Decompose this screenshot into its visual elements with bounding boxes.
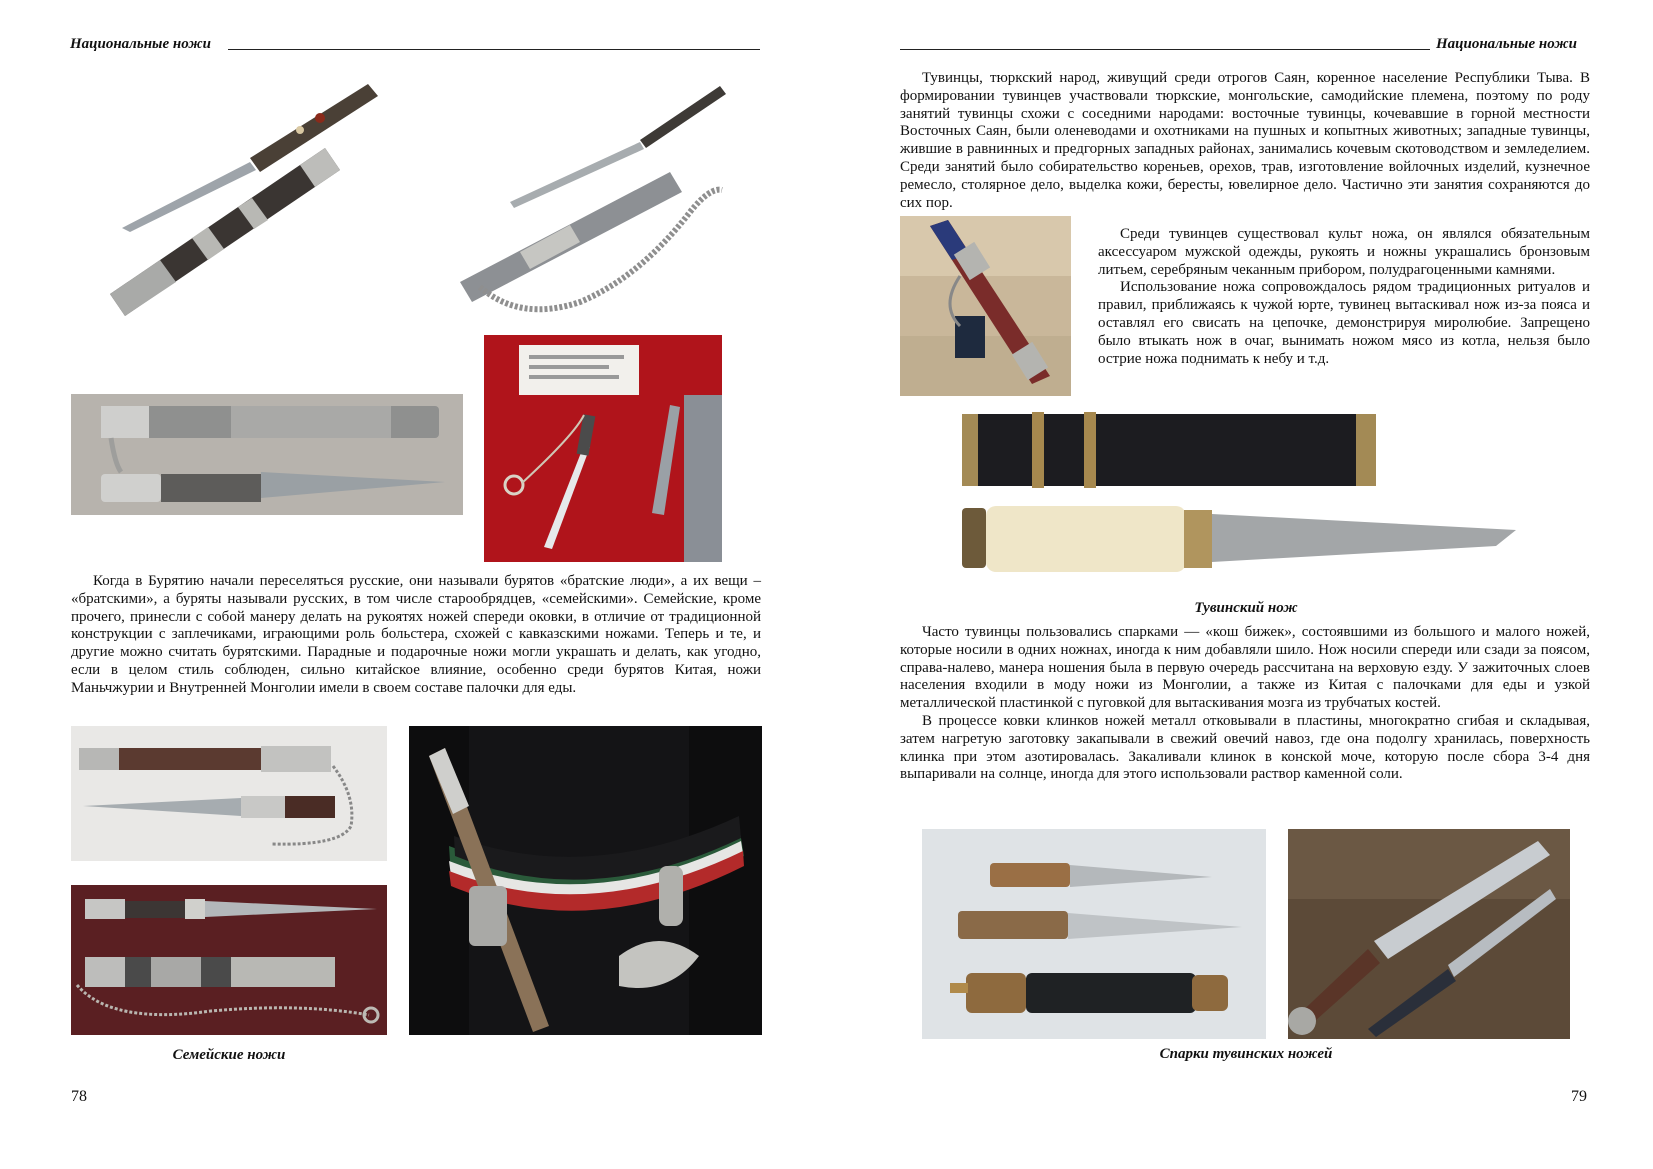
right-page-number: 79: [1571, 1088, 1587, 1105]
right-paragraph-1-text: Тувинцы, тюркский народ, живущий среди отрогов Саян, коренное население Республики Тыва. В формировании тувинцев участвовали тюркские, монгольские, самодийские племена, поэтому по роду занятий тувинцы схожи с соседними народами: восточные тувинцы, кочевавшие в горной местности Восточных Саян, были оленеводами и охотниками на пушных и копытных животных; западные тувинцы, жившие в равнинных и предгорных западных районах, занимались кочевым скотоводством и земледелием. Среди занятий было собирательство кореньев, орехов, трав, изготовление войлочных изделий, кузнечное ремесло, столярное дело, выделка кожи, бересты, ювелирное дело. Частично эти занятия сохраняются до сих пор.: [900, 70, 1590, 211]
paired-knives-caption: Спарки тувинских ножей: [1159, 1046, 1333, 1062]
right-page-header: Национальные ножи: [1436, 36, 1577, 52]
left-page-number: 78: [71, 1088, 87, 1105]
photo-three-tuvan-knives: [922, 829, 1266, 1039]
left-page-header: Национальные ножи: [70, 36, 211, 52]
photo-knife-with-chain: [460, 72, 730, 322]
photo-red-scabbard-parquet: [900, 216, 1071, 396]
right-page: [826, 0, 1653, 1169]
photo-tuvan-knife: [956, 410, 1536, 585]
right-paragraph-2-3: [1098, 226, 1590, 368]
photo-knife-scabbard-white: [71, 726, 387, 861]
left-page: [0, 0, 826, 1169]
left-paragraph: [71, 573, 761, 698]
right-header-rule: [900, 49, 1430, 50]
tuvan-knife-caption: Тувинский нож: [1194, 600, 1298, 616]
left-paragraph-text: Когда в Бурятию начали переселяться русские, они называли бурятов «братские люди», а их вещи – «братскими», а буряты называли русских, в том числе старообрядцев, «семейскими». Семейские, кроме прочего, принесли с собой манеру делать на рукоятях ножей спереди оковки, в отличие от традиционной конструкции с заплечиками, играющими роль больстера, схожей с кавказскими ножами. Теперь и те, и другие можно считать бурятскими. Парадные и подарочные ножи могли украшать и делать, как угодно, если в целом стиль соблюден, сильно китайское влияние, особенно среди бурятов Китая, ножи Маньчжурии и Внутренней Монголии имели в своем составе палочки для еды.: [71, 573, 761, 696]
photo-museum-display-red: [484, 335, 722, 562]
photo-belt-on-clothing: [409, 726, 762, 1035]
left-header-rule: [228, 49, 760, 50]
photo-silver-knife-scabbard: [100, 72, 380, 322]
right-paragraph-3-text: Использование ножа сопровождалось рядом традиционных ритуалов и правил, приближаясь к чужой юрте, тувинец вытаскивал нож из-за пояса и оставлял его свисать на цепочке, демонстрируя миролюбие. Запрещено было втыкать нож в очаг, вынимать ножом мясо из котла, нельзя было острие ножа поднимать к небу и т.д.: [1098, 279, 1590, 367]
photo-knife-scabbard-dark-red: [71, 885, 387, 1035]
right-paragraph-4-5: [900, 624, 1590, 784]
right-paragraph-2-text: Среди тувинцев существовал культ ножа, он являлся обязательным аксессуаром мужской одежды, рукоять и ножны украшались бронзовым литьем, серебряным чеканным прибором, полудрагоценными камнями.: [1098, 226, 1590, 278]
right-paragraph-4-text: Часто тувинцы пользовались спарками — «кош бижек», состоявшими из большого и малого ножей, которые носили в одних ножнах, иногда к ним добавляли шило. Нож носили спереди или сзади за поясом, справа-налево, манера ношения была в первую очередь рассчитана на верховую езду. У зажиточных слоев населения входили в моду ножи из Монголии, а также из Китая с палочками для еды и узкой металлической пластинкой с пуговкой для вытаскивания мозга из трубчатых костей.: [900, 624, 1590, 712]
right-paragraph-5-text: В процессе ковки клинков ножей металл отковывали в пластины, многократно сгибая и складывая, затем нагретую заготовку закапывали в свежий овечий навоз, где она подолгу хранилась, поверхность клинка при этом азотировалась. Закаливали клинок в конской моче, которую после сбора 3-4 дня выпаривали на солнце, иногда для этого использовали раствор каменной соли.: [900, 712, 1590, 783]
photo-paired-knives-wood: [1288, 829, 1570, 1039]
right-paragraph-1: [900, 70, 1590, 212]
photo-horizontal-knife-grey: [71, 394, 463, 515]
left-caption: Семейские ножи: [172, 1047, 286, 1063]
